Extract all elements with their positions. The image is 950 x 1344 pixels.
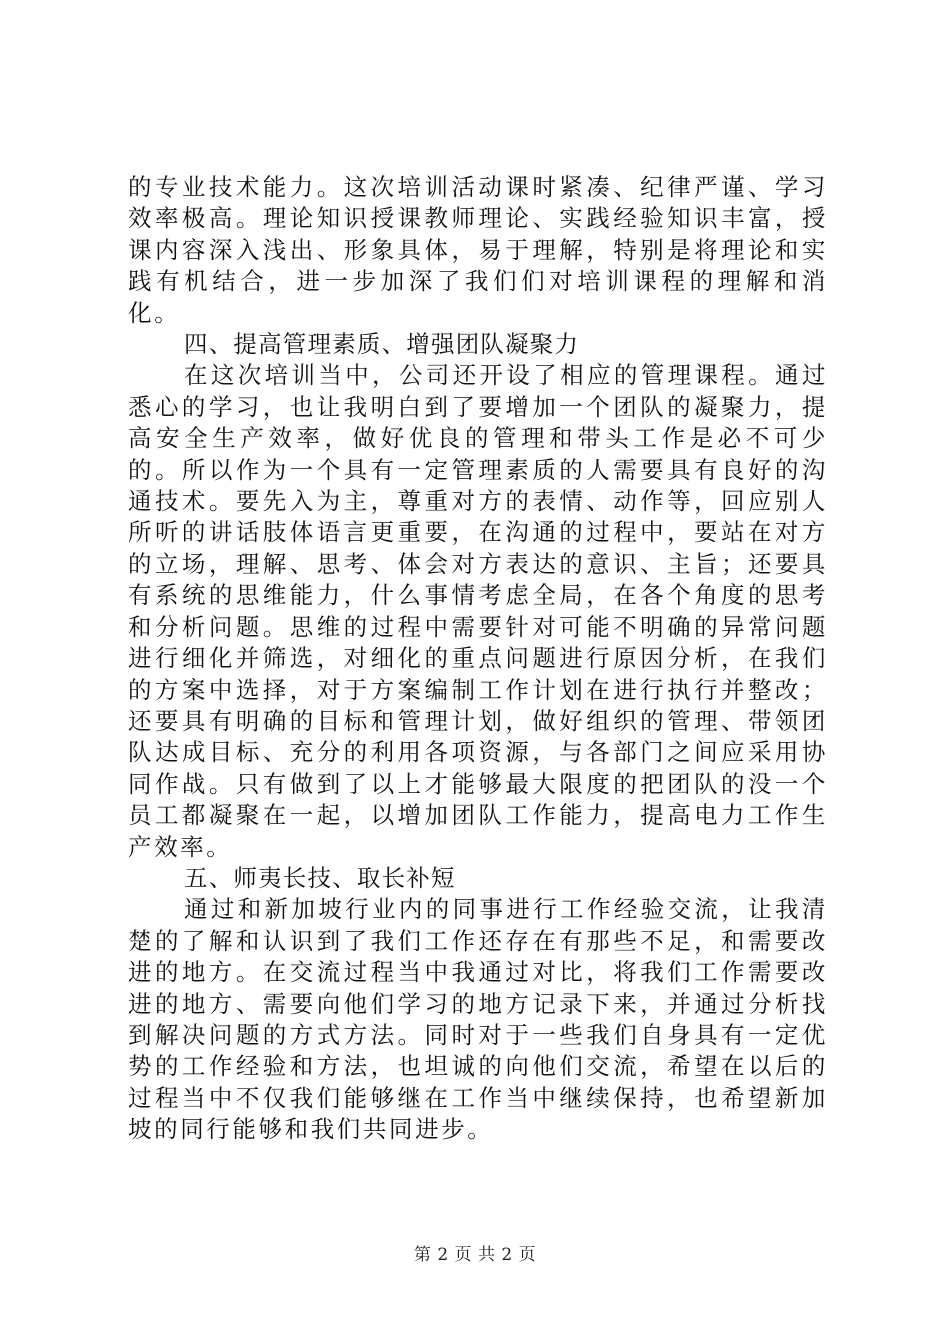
document-body (128, 172, 828, 1146)
section-heading-four: 四、提高管理素质、增强团队凝聚力 (184, 330, 580, 359)
paragraph-exchange: 通过和新加坡行业内的同事进行工作经验交流，让我清楚的了解和认识到了我们工作还存在有那些不足，和需要改进的地方。在交流过程当中我通过对比，将我们工作需要改进的地方、需要向他们学习的地方记录下来，并通过分析找到解决问题的方式方法。同时对于一些我们自身具有一定优势的工作经验和方法，也坦诚的向他们交流，希望在以后的过程当中不仅我们能够继在工作当中继续保持，也希望新加坡的同行能够和我们共同进步。 (128, 895, 828, 1144)
section-heading-five: 五、师夷长技、取长补短 (184, 863, 456, 892)
paragraph-continuation: 的专业技术能力。这次培训活动课时紧凑、纪律严谨、学习效率极高。理论知识授课教师理论、实践经验知识丰富，授课内容深入浅出、形象具体，易于理解，特别是将理论和实践有机结合，进一步加深了我们们对培训课程的理解和消化。 (128, 173, 828, 327)
page-footer: 第 2 页 共 2 页 (413, 1245, 537, 1265)
paragraph-management: 在这次培训当中，公司还开设了相应的管理课程。通过悉心的学习，也让我明白到了要增加一个团队的凝聚力，提高安全生产效率，做好优良的管理和带头工作是必不可少的。所以作为一个具有一定管理素质的人需要具有良好的沟通技术。要先入为主，尊重对方的表情、动作等，回应别人所听的讲话肢体语言更重要，在沟通的过程中，要站在对方的立场，理解、思考、体会对方表达的意识、主旨；还要具有系统的思维能力，什么事情考虑全局，在各个角度的思考和分析问题。思维的过程中需要针对可能不明确的异常问题进行细化并筛选，对细化的重点问题进行原因分析，在我们的方案中选择，对于方案编制工作计划在进行执行并整改；还要具有明确的目标和管理计划，做好组织的管理、带领团队达成目标、充分的利用各项资源，与各部门之间应采用协同作战。只有做到了以上才能够最大限度的把团队的没一个员工都凝聚在一起，以增加团队工作能力，提高电力工作生产效率。 (128, 361, 828, 861)
